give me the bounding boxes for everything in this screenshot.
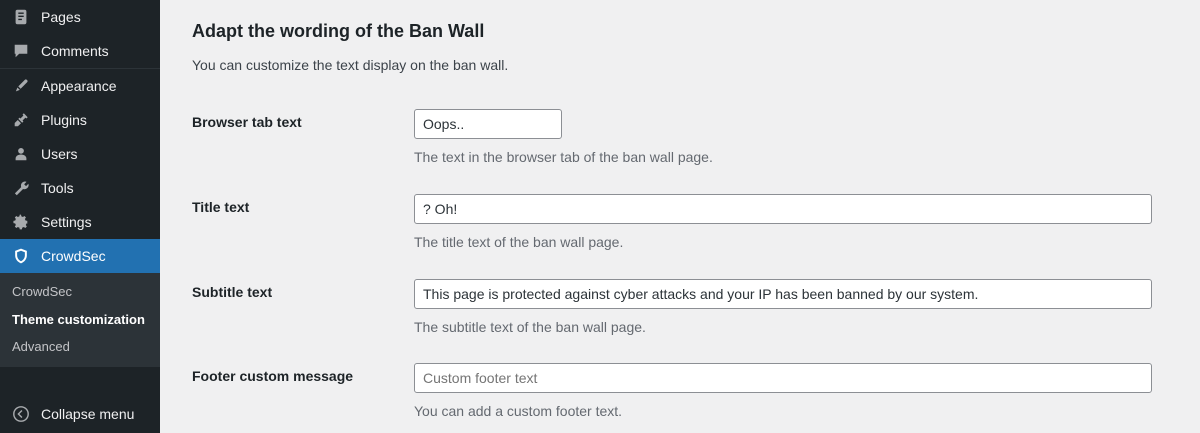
field-description-browser-tab-text: The text in the browser tab of the ban wall page. (414, 149, 713, 166)
settings-gear-icon (12, 213, 32, 231)
sidebar-item-crowdsec[interactable] (0, 239, 160, 273)
field-description-subtitle-text: The subtitle text of the ban wall page. (414, 318, 646, 335)
field-cell-browser-tab-text (414, 95, 1182, 180)
crowdsec-submenu (0, 273, 160, 367)
title-text-input[interactable] (414, 194, 1152, 224)
collapse-menu-button[interactable] (0, 395, 160, 433)
settings-form-table (192, 95, 1182, 433)
sidebar-item-comments[interactable] (0, 34, 160, 68)
field-cell-subtitle-text (414, 265, 1182, 350)
sidebar-item-label: Comments (41, 43, 109, 59)
sidebar-item-label: Tools (41, 180, 74, 196)
table-row (192, 95, 1182, 180)
collapse-arrow-icon (12, 405, 32, 423)
appearance-brush-icon (12, 77, 32, 95)
sidebar-item-label: Pages (41, 9, 81, 25)
tools-wrench-icon (12, 179, 32, 197)
sidebar-item-label: Settings (41, 214, 92, 230)
crowdsec-shield-icon (12, 247, 32, 265)
field-label-subtitle-text: Subtitle text (192, 283, 273, 300)
subtitle-text-input[interactable] (414, 279, 1152, 309)
footer-custom-message-input[interactable] (414, 363, 1152, 393)
sidebar-item-settings[interactable] (0, 205, 160, 239)
browser-tab-text-input[interactable] (414, 109, 562, 139)
table-row (192, 349, 1182, 433)
plugins-plug-icon (12, 111, 32, 129)
field-label-footer-custom-message: Footer custom message (192, 368, 354, 385)
submenu-item-advanced[interactable]: Advanced (12, 339, 70, 355)
pages-icon (12, 8, 32, 26)
field-description-footer-custom-message: You can add a custom footer text. (414, 403, 623, 420)
field-description-title-text: The title text of the ban wall page. (414, 233, 624, 250)
sidebar-item-plugins[interactable] (0, 103, 160, 137)
field-label-browser-tab-text: Browser tab text (192, 114, 302, 131)
page-title: Adapt the wording of the Ban Wall (192, 21, 485, 41)
submenu-item-theme-customization[interactable]: Theme customization (12, 311, 145, 327)
collapse-menu-label: Collapse menu (41, 406, 135, 422)
table-row (192, 180, 1182, 265)
field-cell-footer-custom-message (414, 349, 1182, 433)
table-row (192, 265, 1182, 350)
sidebar-item-tools[interactable] (0, 171, 160, 205)
sidebar-item-label: CrowdSec (41, 248, 106, 264)
sidebar-item-appearance[interactable] (0, 69, 160, 103)
comments-icon (12, 42, 32, 60)
page-description: You can customize the text display on the ban wall. (192, 57, 509, 74)
sidebar-item-label: Users (41, 146, 78, 162)
submenu-item-crowdsec[interactable]: CrowdSec (12, 284, 72, 299)
field-label-title-text: Title text (192, 198, 250, 215)
sidebar-item-pages[interactable] (0, 0, 160, 34)
settings-content (160, 0, 1200, 433)
admin-sidebar (0, 0, 160, 433)
users-icon (12, 145, 32, 163)
sidebar-item-label: Appearance (41, 78, 117, 94)
sidebar-item-label: Plugins (41, 112, 87, 128)
field-cell-title-text (414, 180, 1182, 265)
sidebar-item-users[interactable] (0, 137, 160, 171)
